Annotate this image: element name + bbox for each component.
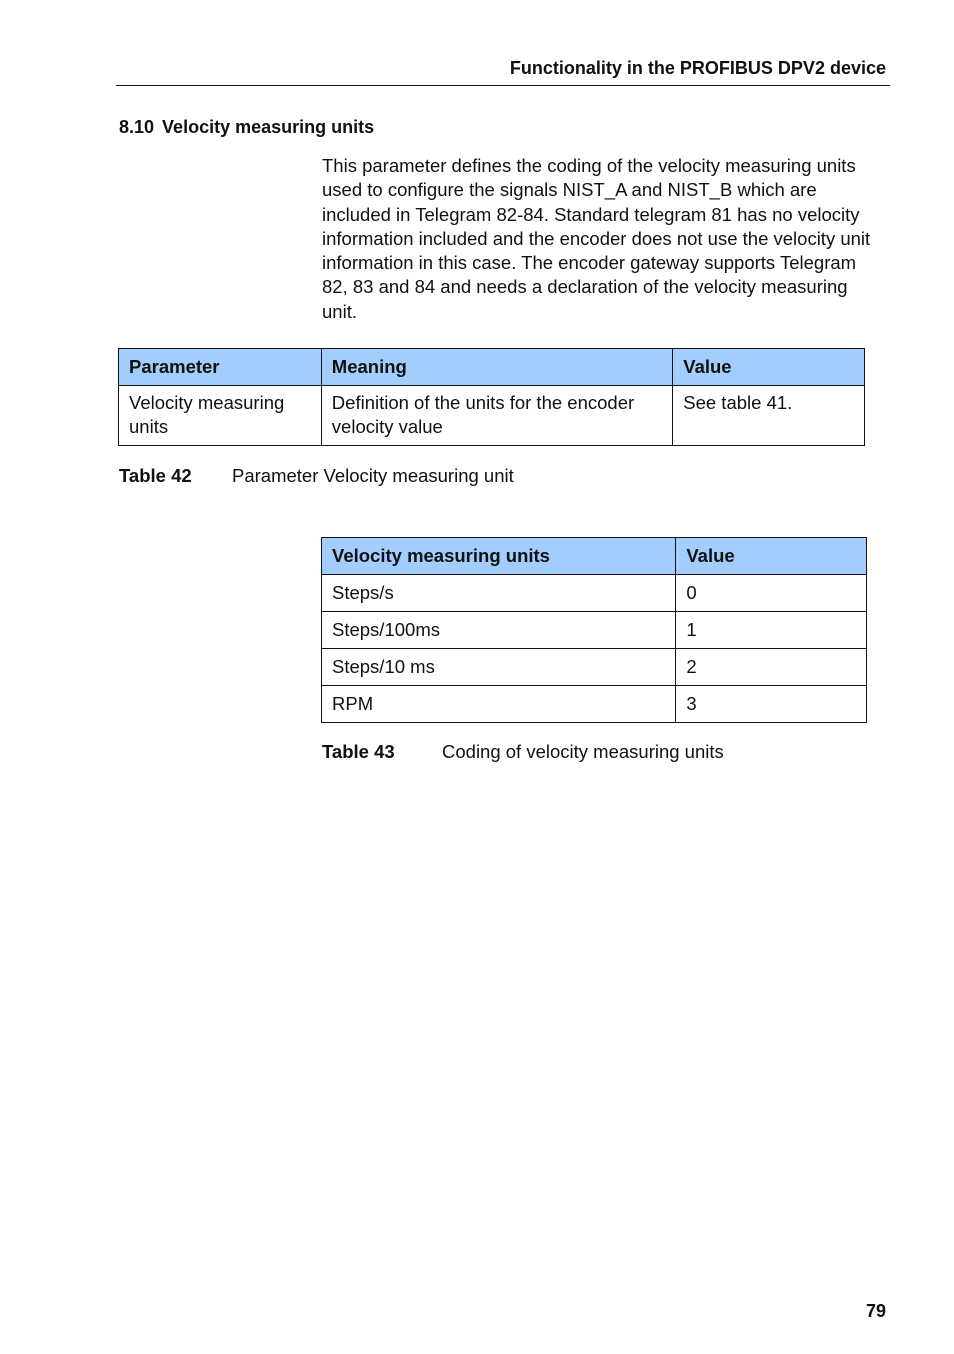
section-number: 8.10 [119, 117, 155, 137]
cell-value: 3 [676, 686, 867, 723]
header-parameter: Parameter [119, 349, 322, 386]
cell-unit: Steps/100ms [322, 612, 676, 649]
cell-value: See table 41. [673, 386, 865, 446]
table-row [119, 386, 865, 446]
page-number: 79 [865, 1301, 886, 1321]
intro-paragraph: This parameter defines the coding of the velocity measuring units used to configure the signals NIST_A and NIST_B which are included in Telegram 82-84. Standard telegram 81 has no velocity information included and the encoder does not use the velocity unit information in this case. The encoder gateway supports Telegram 82, 83 and 84 and needs a declaration of the velocity measuring unit. [322, 155, 871, 322]
section-title: Velocity measuring units [162, 117, 375, 137]
cell-value: 1 [676, 612, 867, 649]
header-divider [116, 85, 890, 86]
header-value: Value [676, 538, 867, 575]
cell-unit: Steps/10 ms [322, 649, 676, 686]
table-43-caption [322, 741, 724, 763]
table-row [322, 686, 867, 723]
coding-table [321, 537, 867, 723]
table-row [322, 575, 867, 612]
header-velocity-units: Velocity measuring units [322, 538, 676, 575]
parameter-table [118, 348, 865, 446]
cell-unit: Steps/s [322, 575, 676, 612]
caption-label: Table 42 [119, 465, 192, 486]
section-heading [119, 117, 374, 138]
table-header-row [119, 349, 865, 386]
caption-label: Table 43 [322, 741, 395, 762]
cell-value: 2 [676, 649, 867, 686]
header-value: Value [673, 349, 865, 386]
caption-text: Parameter Velocity measuring unit [232, 465, 514, 486]
cell-meaning: Definition of the units for the encoder velocity value [321, 386, 672, 446]
table-header-row [322, 538, 867, 575]
table-42-caption [119, 465, 514, 487]
cell-parameter: Velocity measuring units [119, 386, 322, 446]
cell-unit: RPM [322, 686, 676, 723]
header-meaning: Meaning [321, 349, 672, 386]
running-header: Functionality in the PROFIBUS DPV2 device [509, 58, 886, 78]
table-row [322, 612, 867, 649]
cell-value: 0 [676, 575, 867, 612]
table-row [322, 649, 867, 686]
caption-text: Coding of velocity measuring units [442, 741, 724, 762]
